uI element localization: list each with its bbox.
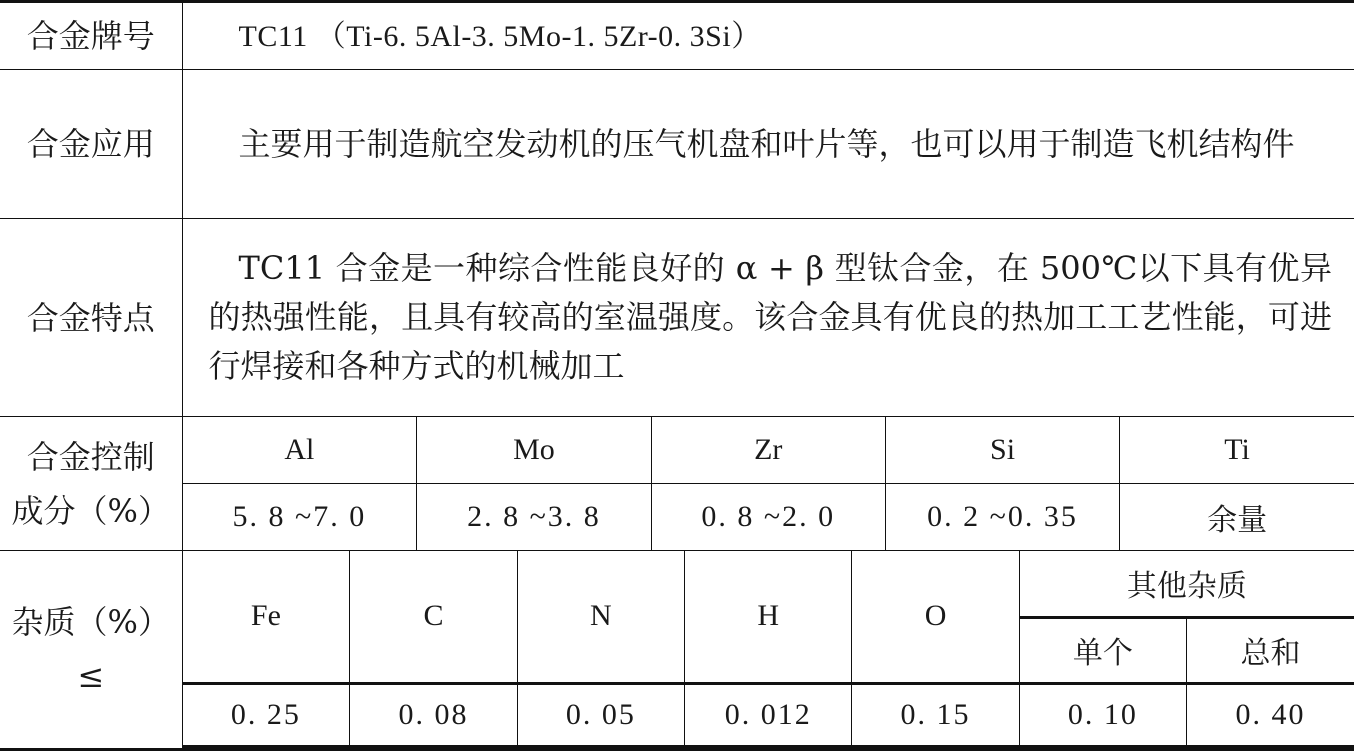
other-impurities-single-label: 单个 (1019, 617, 1186, 683)
composition-label-line1: 合金控制 (0, 430, 182, 484)
impurities-header-row (183, 551, 1354, 617)
impurity-element-value: 0. 012 (685, 683, 852, 746)
application-row (0, 70, 1354, 219)
composition-element-name: Zr (651, 417, 885, 483)
features-row (0, 219, 1354, 417)
impurity-element-value: 0. 05 (517, 683, 684, 746)
impurity-element-name: O (852, 551, 1019, 683)
composition-element-value: 2. 8 ~3. 8 (417, 483, 651, 550)
designation-row (0, 2, 1354, 70)
impurity-element-name: H (685, 551, 852, 683)
application-label: 合金应用 (0, 70, 182, 219)
composition-element-name: Mo (417, 417, 651, 483)
features-value: TC11 合金是一种综合性能良好的 α + β 型钛合金，在 500℃以下具有优异的热强性能，且具有较高的室温强度。该合金具有优良的热加工工艺性能，可进行焊接和各种方式的机械加工 (182, 219, 1354, 417)
composition-row (0, 417, 1354, 551)
designation-label: 合金牌号 (0, 2, 182, 70)
composition-element-value: 0. 8 ~2. 0 (651, 483, 885, 550)
impurity-element-name: Fe (183, 551, 350, 683)
impurity-element-name: N (517, 551, 684, 683)
other-impurities-header: 其他杂质 (1019, 551, 1354, 617)
impurity-element-value: 0. 15 (852, 683, 1019, 746)
impurity-element-value: 0. 25 (183, 683, 350, 746)
composition-element-name: Si (885, 417, 1119, 483)
composition-element-value: 5. 8 ~7. 0 (183, 483, 417, 550)
composition-value-row (183, 483, 1354, 550)
composition-label-line2: 成分（%） (0, 484, 182, 538)
impurities-label-line1: 杂质（%） (0, 595, 182, 649)
impurities-label-line2: ≤ (0, 649, 182, 703)
impurities-label (0, 551, 182, 750)
impurities-row (0, 551, 1354, 750)
composition-element-row (183, 417, 1354, 483)
composition-table (183, 417, 1354, 550)
impurities-value-row (183, 683, 1354, 746)
other-impurities-total-label: 总和 (1187, 617, 1354, 683)
other-impurities-single-value: 0. 10 (1019, 683, 1186, 746)
impurities-table (183, 551, 1354, 748)
impurity-element-value: 0. 08 (350, 683, 517, 746)
impurity-element-name: C (350, 551, 517, 683)
composition-element-value: 余量 (1120, 483, 1354, 550)
composition-label (0, 417, 182, 551)
impurities-cells (182, 551, 1354, 750)
composition-element-name: Ti (1120, 417, 1354, 483)
composition-element-name: Al (183, 417, 417, 483)
designation-value: TC11 （Ti-6. 5Al-3. 5Mo-1. 5Zr-0. 3Si） (182, 2, 1354, 70)
features-label: 合金特点 (0, 219, 182, 417)
composition-element-value: 0. 2 ~0. 35 (885, 483, 1119, 550)
application-value: 主要用于制造航空发动机的压气机盘和叶片等，也可以用于制造飞机结构件 (182, 70, 1354, 219)
composition-cells (182, 417, 1354, 551)
other-impurities-total-value: 0. 40 (1187, 683, 1354, 746)
